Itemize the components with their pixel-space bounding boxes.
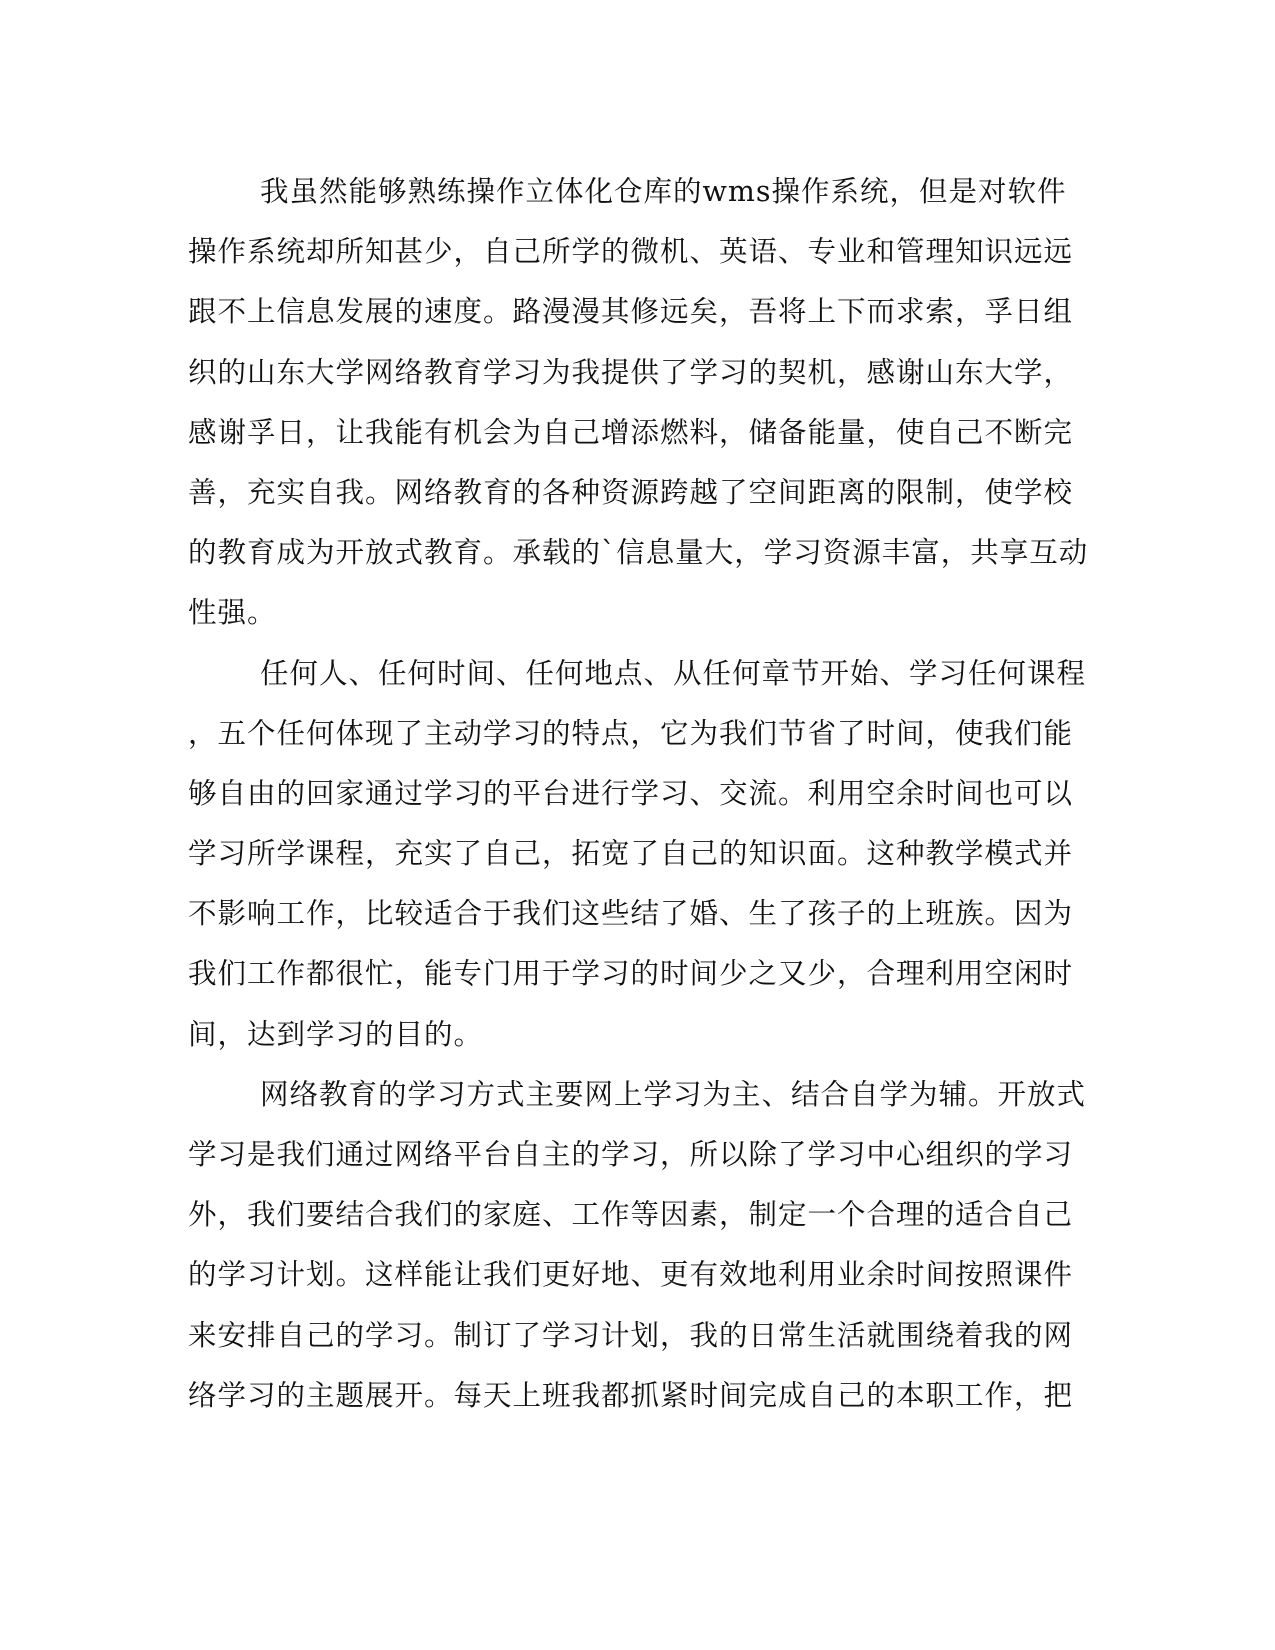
paragraph-1 bbox=[188, 162, 1089, 644]
paragraph-line: 织的山东大学网络教育学习为我提供了学习的契机，感谢山东大学， bbox=[188, 355, 1074, 389]
paragraph-line: 我们工作都很忙，能专门用于学习的时间少之又少，合理利用空闲时 bbox=[188, 957, 1074, 991]
paragraph-line: 网络教育的学习方式主要网上学习为主、结合自学为辅。开放式 bbox=[260, 1077, 1087, 1111]
paragraph-line: 不影响工作，比较适合于我们这些结了婚、生了孩子的上班族。因为 bbox=[188, 897, 1074, 931]
paragraph-line: 的教育成为开放式教育。承载的`信息量大，学习资源丰富，共享互动 bbox=[188, 536, 1089, 570]
paragraph-line: 感谢孚日，让我能有机会为自己增添燃料，储备能量，使自己不断完 bbox=[188, 415, 1074, 449]
paragraph-line: 学习是我们通过网络平台自主的学习，所以除了学习中心组织的学习 bbox=[188, 1138, 1074, 1171]
paragraph-line: 善，充实自我。网络教育的各种资源跨越了空间距离的限制，使学校 bbox=[188, 475, 1074, 509]
paragraph-line: 性强。 bbox=[188, 596, 277, 630]
paragraph-line: 学习所学课程，充实了自己，拓宽了自己的知识面。这种教学模式并 bbox=[188, 837, 1074, 871]
paragraph-line: 来安排自己的学习。制订了学习计划，我的日常生活就围绕着我的网 bbox=[188, 1318, 1074, 1352]
body-text bbox=[188, 162, 1089, 1426]
paragraph-line: 外，我们要结合我们的家庭、工作等因素，制定一个合理的适合自己 bbox=[188, 1198, 1074, 1232]
paragraph-line: 操作系统却所知甚少，自己所学的微机、英语、专业和管理知识远远 bbox=[188, 235, 1074, 269]
paragraph-3 bbox=[188, 1065, 1087, 1426]
paragraph-2 bbox=[188, 644, 1087, 1065]
paragraph-line: 够自由的回家通过学习的平台进行学习、交流。利用空余时间也可以 bbox=[188, 776, 1074, 810]
paragraph-line: 跟不上信息发展的速度。路漫漫其修远矣，吾将上下而求索，孚日组 bbox=[188, 295, 1074, 329]
paragraph-line: ，五个任何体现了主动学习的特点，它为我们节省了时间，使我们能 bbox=[188, 716, 1074, 750]
paragraph-line: 我虽然能够熟练操作立体化仓库的wms操作系统，但是对软件 bbox=[260, 175, 1067, 208]
paragraph-line: 的学习计划。这样能让我们更好地、更有效地利用业余时间按照课件 bbox=[188, 1258, 1074, 1292]
paragraph-line: 任何人、任何时间、任何地点、从任何章节开始、学习任何课程 bbox=[260, 656, 1087, 690]
paragraph-line: 间，达到学习的目的。 bbox=[188, 1017, 484, 1051]
paragraph-line: 络学习的主题展开。每天上班我都抓紧时间完成自己的本职工作，把 bbox=[188, 1378, 1074, 1412]
